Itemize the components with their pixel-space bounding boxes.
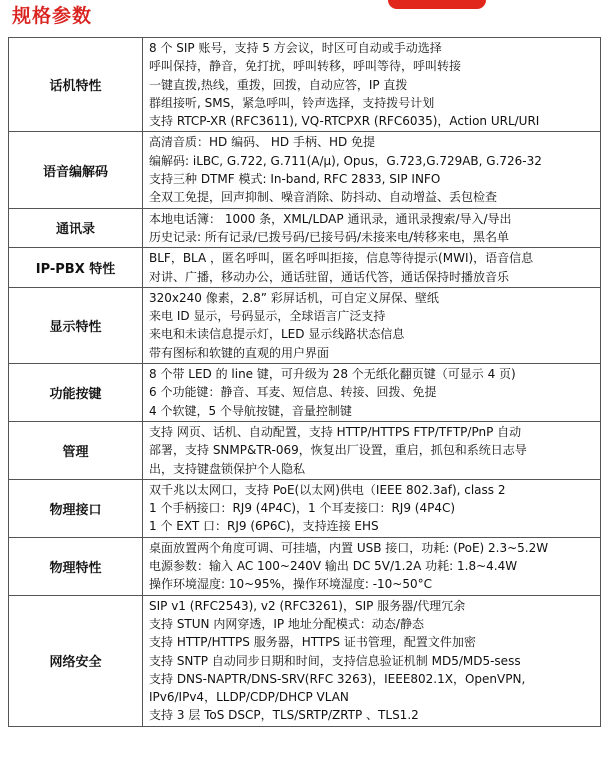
spec-table-body: [9, 38, 601, 727]
header-accent-bar: [388, 0, 486, 9]
spec-detail-line: 部署，支持 SNMP&TR-069，恢复出厂设置，重启，抓包和系统日志导: [149, 443, 527, 458]
spec-details-cell: [143, 287, 601, 363]
spec-detail-line: 操作环境湿度: 10~95%，操作环境湿度: -10~50°C: [149, 577, 433, 592]
spec-row: [9, 595, 601, 726]
spec-row: [9, 208, 601, 248]
spec-detail-line: 桌面放置两个角度可调、可挂墙，内置 USB 接口，功耗: (PoE) 2.3~5.2W: [149, 540, 549, 555]
spec-detail-line: 一键直拨,热线，重拨，回拨，自动应答，IP 直拨: [149, 77, 408, 92]
spec-row: [9, 38, 601, 132]
spec-detail-line: 带有图标和软键的直观的用户界面: [149, 345, 330, 360]
spec-detail-line: 历史记录: 所有记录/已拨号码/已接号码/未接来电/转移来电，黑名单: [149, 229, 510, 244]
spec-row: [9, 287, 601, 363]
spec-details-cell: [143, 537, 601, 595]
spec-detail-line: 支持 DNS-NAPTR/DNS-SRV(RFC 3263)，IEEE802.1X，OpenVPN,: [149, 671, 526, 686]
spec-details-cell: [143, 132, 601, 208]
spec-detail-line: 编解码: iLBC, G.722, G.711(A/µ), Opus，G.723,G.729AB, G.726-32: [149, 153, 542, 168]
spec-details-cell: [143, 248, 601, 288]
spec-category-label: 物理接口: [9, 479, 143, 537]
spec-category-label: 语音编解码: [9, 132, 143, 208]
spec-category-label: 显示特性: [9, 287, 143, 363]
spec-row: [9, 537, 601, 595]
spec-detail-line: 本地电话簿： 1000 条，XML/LDAP 通讯录，通讯录搜索/导入/导出: [149, 211, 512, 226]
spec-detail-line: 对讲、广播，移动办公，通话驻留，通话代答，通话保持时播放音乐: [149, 269, 510, 284]
spec-row: [9, 421, 601, 479]
spec-detail-line: 来电和未读信息提示灯，LED 显示线路状态信息: [149, 327, 405, 342]
spec-detail-line: 支持 STUN 内网穿透，IP 地址分配模式：动态/静态: [149, 616, 424, 631]
spec-detail-line: 出，支持键盘锁保护个人隐私: [149, 461, 306, 476]
spec-detail-line: 支持 RTCP-XR (RFC3611), VQ-RTCPXR (RFC6035)，Action URL/URI: [149, 114, 540, 129]
spec-details-cell: [143, 38, 601, 132]
spec-category-label: 网络安全: [9, 595, 143, 726]
spec-detail-line: 支持三种 DTMF 模式: In-band, RFC 2833, SIP INFO: [149, 172, 441, 187]
spec-detail-line: 支持 SNTP 自动同步日期和时间，支持信息验证机制 MD5/MD5-sess: [149, 653, 521, 668]
spec-row: [9, 364, 601, 422]
spec-row: [9, 132, 601, 208]
spec-detail-line: 4 个软键，5 个导航按键，音量控制键: [149, 403, 352, 418]
spec-detail-line: 320x240 像素，2.8” 彩屏话机，可自定义屏保、壁纸: [149, 290, 439, 305]
spec-detail-line: 群组接听, SMS，紧急呼叫，铃声选择，支持拨号计划: [149, 95, 435, 110]
spec-category-label: 功能按键: [9, 364, 143, 422]
spec-details-cell: [143, 595, 601, 726]
spec-detail-line: IPv6/IPv4，LLDP/CDP/DHCP VLAN: [149, 690, 349, 705]
spec-details-cell: [143, 364, 601, 422]
spec-detail-line: 8 个带 LED 的 line 键，可升级为 28 个无纸化翻页键（可显示 4 页): [149, 367, 516, 382]
spec-category-label: 通讯录: [9, 208, 143, 248]
spec-details-cell: [143, 208, 601, 248]
spec-detail-line: 高清音质：HD 编码、 HD 手柄、HD 免提: [149, 135, 376, 150]
spec-detail-line: 呼叫保持，静音，免打扰，呼叫转移，呼叫等待，呼叫转接: [149, 59, 462, 74]
spec-details-cell: [143, 479, 601, 537]
page-title: 规格参数: [12, 5, 93, 27]
spec-detail-line: 1 个手柄接口：RJ9 (4P4C)，1 个耳麦接口：RJ9 (4P4C): [149, 501, 456, 516]
spec-detail-line: 6 个功能键：静音、耳麦、短信息、转接、回拨、免提: [149, 385, 437, 400]
spec-detail-line: 支持 HTTP/HTTPS 服务器，HTTPS 证书管理，配置文件加密: [149, 635, 476, 650]
spec-detail-line: 来电 ID 显示，号码显示，全球语言广泛支持: [149, 309, 386, 324]
spec-category-label: 话机特性: [9, 38, 143, 132]
spec-detail-line: 支持 网页、话机、自动配置，支持 HTTP/HTTPS FTP/TFTP/PnP 自动: [149, 424, 522, 439]
spec-detail-line: 电源参数：输入 AC 100~240V 输出 DC 5V/1.2A 功耗: 1.8~4.4W: [149, 559, 518, 574]
spec-row: [9, 248, 601, 288]
spec-row: [9, 479, 601, 537]
spec-table: [8, 37, 601, 727]
spec-category-label: 物理特性: [9, 537, 143, 595]
spec-detail-line: 双千兆以太网口，支持 PoE(以太网)供电（IEEE 802.3af), class 2: [149, 482, 506, 497]
spec-details-cell: [143, 421, 601, 479]
spec-detail-line: SIP v1 (RFC2543), v2 (RFC3261)，SIP 服务器/代理冗余: [149, 598, 466, 613]
spec-detail-line: 1 个 EXT 口：RJ9 (6P6C)，支持连接 EHS: [149, 519, 379, 534]
spec-detail-line: 全双工免提，回声抑制、噪音消除、防抖动、自动增益、丢包检查: [149, 190, 498, 205]
spec-detail-line: 支持 3 层 ToS DSCP，TLS/SRTP/ZRTP 、TLS1.2: [149, 708, 419, 723]
spec-detail-line: 8 个 SIP 账号，支持 5 方会议，时区可自动或手动选择: [149, 41, 442, 55]
spec-detail-line: BLF，BLA ，匿名呼叫，匿名呼叫拒接，信息等待提示(MWI)，语音信息: [149, 251, 534, 266]
spec-category-label: 管理: [9, 421, 143, 479]
spec-category-label: IP-PBX 特性: [9, 248, 143, 288]
